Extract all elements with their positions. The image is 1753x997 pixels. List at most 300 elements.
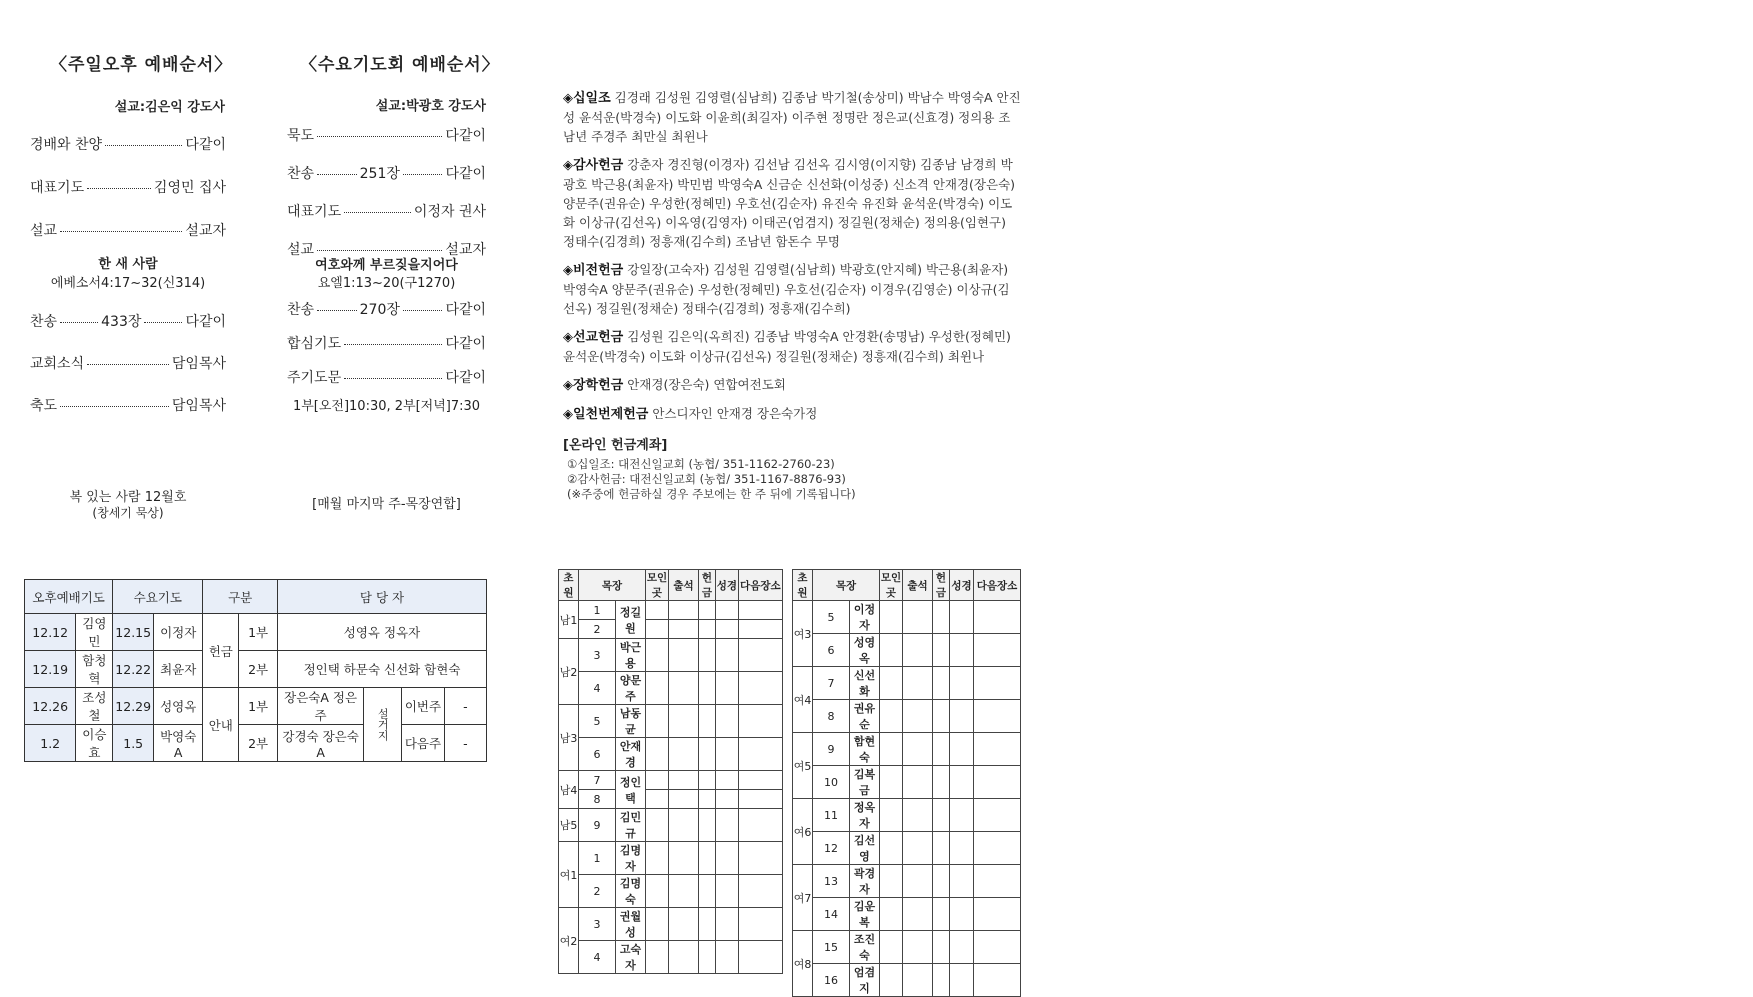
dotted-leader: [344, 344, 442, 345]
order-label: 설교: [30, 223, 58, 239]
name-cell: 이정자: [154, 614, 203, 651]
attendance-header-cell: 다음장소: [738, 570, 782, 601]
blank-input-cell: [669, 639, 699, 672]
blank-input-cell: [950, 799, 974, 832]
offering-names: 안스디자인 안재경 장은숙가정: [652, 406, 818, 421]
blank-input-cell: [903, 931, 933, 964]
person-cell: 강경숙 장은숙A: [278, 725, 364, 762]
order-label: 설교: [287, 242, 315, 258]
blank-input-cell: [903, 634, 933, 667]
blank-input-cell: [974, 898, 1021, 931]
mokjang-leader-cell: 김민규: [616, 809, 646, 842]
blank-input-cell: [716, 875, 739, 908]
name-cell: 김영민: [76, 614, 113, 651]
order-label: 대표기도: [287, 204, 342, 220]
date-cell: 12.22: [113, 651, 154, 688]
blank-input-cell: [699, 941, 716, 974]
table-row: [793, 700, 1021, 733]
order-item: [30, 220, 226, 240]
date-cell: 1.2: [25, 725, 76, 762]
mokjang-number-cell: 2: [579, 875, 616, 908]
blank-input-cell: [738, 809, 782, 842]
blank-input-cell: [646, 601, 669, 620]
mokjang-number-cell: 3: [579, 639, 616, 672]
blank-input-cell: [974, 733, 1021, 766]
table-row: [793, 832, 1021, 865]
blank-input-cell: [974, 601, 1021, 634]
order-item: [30, 134, 226, 154]
name-cell: 함청혁: [76, 651, 113, 688]
blank-input-cell: [903, 667, 933, 700]
order-item: [287, 333, 486, 353]
attendance-table-right: [792, 569, 1021, 997]
table-row: [25, 614, 487, 651]
blank-input-cell: [950, 634, 974, 667]
blank-input-cell: [933, 733, 950, 766]
blank-input-cell: [974, 931, 1021, 964]
offering-list: [563, 88, 1021, 433]
chowon-cell: 여2: [559, 908, 579, 974]
blank-input-cell: [716, 771, 739, 790]
wednesday-sermon-title: 여호와께 부르짖을지어다: [315, 258, 458, 273]
chowon-cell: 남4: [559, 771, 579, 809]
blank-input-cell: [738, 601, 782, 620]
offering-names: 김경래 김성원 김영렬(심남희) 김종남 박기철(송상미) 박남수 박영숙A 안진성 윤석운(박경숙) 이도화 이윤희(최길자) 이주현 정명란 정은교(신효경) 정의용 조남년 주경주 최만실 최윈나: [563, 90, 1021, 144]
dotted-leader: [317, 250, 442, 251]
mokjang-leader-cell: 성영옥: [850, 634, 880, 667]
order-value: 담임목사: [171, 398, 226, 414]
mokjang-number-cell: 5: [579, 705, 616, 738]
blank-input-cell: [880, 733, 903, 766]
blank-input-cell: [950, 865, 974, 898]
chowon-cell: 여6: [793, 799, 813, 865]
attendance-header-cell: 성경: [716, 570, 739, 601]
attendance-header-cell: 성경: [950, 570, 974, 601]
dotted-leader: [105, 145, 182, 146]
sunday-sermon-ref: 에베소서4:17~32(신314): [50, 276, 206, 291]
header-afternoon-prayer: 오후예배기도: [25, 580, 113, 614]
blank-input-cell: [903, 700, 933, 733]
duty-table: [24, 579, 487, 762]
blank-input-cell: [933, 898, 950, 931]
order-value: 설교자: [445, 242, 486, 258]
table-row: [559, 738, 783, 771]
table-row: [559, 601, 783, 620]
order-label: 찬송: [287, 166, 315, 182]
order-item: [30, 353, 226, 373]
attendance-header-cell: 출석: [669, 570, 699, 601]
blank-input-cell: [716, 908, 739, 941]
sunday-title: 〈주일오후 예배순서〉: [50, 55, 233, 75]
dash-cell: -: [444, 725, 486, 762]
blank-input-cell: [738, 842, 782, 875]
blank-input-cell: [646, 639, 669, 672]
blank-input-cell: [669, 738, 699, 771]
online-account-box: [563, 434, 1023, 502]
blank-input-cell: [933, 700, 950, 733]
blank-input-cell: [669, 620, 699, 639]
order-value: 다같이: [445, 336, 486, 352]
blank-input-cell: [903, 799, 933, 832]
name-cell: 박영숙A: [154, 725, 203, 762]
order-value: 다같이: [185, 314, 227, 330]
table-row: [25, 688, 487, 725]
blank-input-cell: [738, 941, 782, 974]
blank-input-cell: [669, 672, 699, 705]
mokjang-leader-cell: 권유순: [850, 700, 880, 733]
blank-input-cell: [933, 634, 950, 667]
sunday-sermon-title: 한 새 사람: [98, 257, 158, 272]
sunday-order-list: [30, 134, 226, 240]
blank-input-cell: [974, 700, 1021, 733]
mokjang-leader-cell: 엄겸지: [850, 964, 880, 997]
order-label: 대표기도: [30, 180, 85, 196]
attendance-header-cell: 목장: [579, 570, 646, 601]
order-label: 교회소식: [30, 356, 85, 372]
order-label: 찬송: [30, 314, 58, 330]
sunday-footer: 복 있는 사람 12월호: [69, 490, 187, 505]
blank-input-cell: [699, 738, 716, 771]
offering-names: 김성원 김은익(옥희진) 김종남 박영숙A 안경환(송명남) 우성한(정혜민) 윤석운(박경숙) 이도화 이상규(김선옥) 정길원(정채순) 정흥재(김수희) 최윈나: [563, 329, 1011, 364]
blank-input-cell: [933, 832, 950, 865]
blank-input-cell: [699, 620, 716, 639]
header-category: 구분: [203, 580, 278, 614]
table-row: [793, 634, 1021, 667]
blank-input-cell: [669, 908, 699, 941]
blank-input-cell: [699, 908, 716, 941]
table-row: [25, 651, 487, 688]
order-value: 김영민 집사: [153, 180, 226, 196]
blank-input-cell: [699, 672, 716, 705]
order-item: [30, 311, 226, 331]
mokjang-leader-cell: 김명숙: [616, 875, 646, 908]
table-row: [559, 809, 783, 842]
mokjang-number-cell: 7: [579, 771, 616, 790]
order-value: 다같이: [185, 137, 226, 153]
table-row: [559, 672, 783, 705]
order-value: 다같이: [445, 166, 487, 182]
mokjang-number-cell: 15: [813, 931, 850, 964]
chowon-cell: 남3: [559, 705, 579, 771]
chowon-cell: 남2: [559, 639, 579, 705]
blank-input-cell: [738, 639, 782, 672]
blank-input-cell: [646, 738, 669, 771]
table-row: [793, 898, 1021, 931]
chowon-cell: 여5: [793, 733, 813, 799]
order-value: 담임목사: [171, 356, 226, 372]
blank-input-cell: [974, 766, 1021, 799]
blank-input-cell: [716, 941, 739, 974]
order-label: 축도: [30, 398, 58, 414]
blank-input-cell: [738, 705, 782, 738]
blank-input-cell: [903, 832, 933, 865]
table-row: [559, 790, 783, 809]
offering-tithe: [563, 88, 1021, 146]
mokjang-leader-cell: 김운복: [850, 898, 880, 931]
blank-input-cell: [903, 898, 933, 931]
table-row: [793, 799, 1021, 832]
attendance-header-cell: 모인곳: [646, 570, 669, 601]
offering-scholarship: [563, 375, 1021, 395]
mokjang-number-cell: 13: [813, 865, 850, 898]
offering-label: ◈감사헌금: [563, 158, 624, 173]
chowon-cell: 여8: [793, 931, 813, 997]
sunday-order-list-2: [30, 311, 226, 415]
blank-input-cell: [933, 931, 950, 964]
blank-input-cell: [950, 667, 974, 700]
person-cell: 성영옥 정옥자: [278, 614, 487, 651]
order-value: 다같이: [445, 370, 486, 386]
blank-input-cell: [669, 771, 699, 790]
mokjang-number-cell: 3: [579, 908, 616, 941]
attendance-header-cell: 모인곳: [880, 570, 903, 601]
chowon-cell: 여3: [793, 601, 813, 667]
duty-header-row: [25, 580, 487, 614]
chowon-cell: 여7: [793, 865, 813, 931]
blank-input-cell: [903, 766, 933, 799]
order-item: [30, 177, 226, 197]
blank-input-cell: [646, 672, 669, 705]
blank-input-cell: [646, 790, 669, 809]
blank-input-cell: [716, 672, 739, 705]
dotted-leader: [87, 188, 151, 189]
blank-input-cell: [669, 875, 699, 908]
mokjang-number-cell: 6: [813, 634, 850, 667]
mokjang-number-cell: 2: [579, 620, 616, 639]
attendance-header-cell: 목장: [813, 570, 880, 601]
blank-input-cell: [880, 601, 903, 634]
offering-mission: [563, 327, 1021, 366]
wednesday-footer: [매월 마지막 주-목장연합]: [312, 497, 461, 512]
sunday-preacher: 설교:김은익 강도사: [114, 100, 225, 115]
wednesday-order-list: [287, 125, 486, 259]
offering-names: 강일장(고숙자) 김성원 김영렬(심남희) 박광호(안지혜) 박근용(최윤자) 박영숙A 양문주(권유순) 우성한(정혜민) 우호선(김순자) 이경우(김영순) 이상규(김선옥) 정길원(정채순) 정태수(김경희) 정흥재(김수희): [563, 262, 1010, 316]
blank-input-cell: [646, 875, 669, 908]
blank-input-cell: [933, 667, 950, 700]
dotted-leader: [317, 136, 442, 137]
table-row: [793, 601, 1021, 634]
mokjang-number-cell: 1: [579, 842, 616, 875]
order-value: 다같이: [445, 128, 486, 144]
blank-input-cell: [880, 865, 903, 898]
chowon-cell: 남5: [559, 809, 579, 842]
mokjang-number-cell: 7: [813, 667, 850, 700]
mokjang-number-cell: 5: [813, 601, 850, 634]
blank-input-cell: [933, 799, 950, 832]
week-label-cell: 이번주: [402, 688, 445, 725]
order-value: 다같이: [445, 302, 487, 318]
header-wednesday-prayer: 수요기도: [113, 580, 203, 614]
blank-input-cell: [880, 667, 903, 700]
blank-input-cell: [974, 799, 1021, 832]
online-line: ①십일조: 대전신일교회 (농협/ 351-1162-2760-23): [567, 457, 835, 471]
hymn-number: 433장: [101, 314, 142, 330]
blank-input-cell: [880, 799, 903, 832]
mokjang-leader-cell: 안재경: [616, 738, 646, 771]
blank-input-cell: [699, 809, 716, 842]
blank-input-cell: [699, 771, 716, 790]
mokjang-leader-cell: 김명자: [616, 842, 646, 875]
blank-input-cell: [646, 908, 669, 941]
blank-input-cell: [738, 875, 782, 908]
week-label-cell: 다음주: [402, 725, 445, 762]
online-note: (※주중에 헌금하실 경우 주보에는 한 주 뒤에 기록됩니다): [567, 487, 856, 501]
mokjang-number-cell: 9: [813, 733, 850, 766]
blank-input-cell: [699, 842, 716, 875]
dotted-leader: [60, 406, 169, 407]
blank-input-cell: [699, 705, 716, 738]
blank-input-cell: [933, 865, 950, 898]
dotted-leader: [317, 174, 357, 175]
mokjang-leader-cell: 김복금: [850, 766, 880, 799]
name-cell: 조성철: [76, 688, 113, 725]
blank-input-cell: [880, 931, 903, 964]
wednesday-schedule: 1부[오전]10:30, 2부[저녁]7:30: [292, 399, 481, 414]
blank-input-cell: [738, 790, 782, 809]
blank-input-cell: [669, 705, 699, 738]
blank-input-cell: [738, 908, 782, 941]
table-row: [793, 733, 1021, 766]
blank-input-cell: [699, 639, 716, 672]
dotted-leader: [403, 174, 443, 175]
order-value: 설교자: [185, 223, 226, 239]
blank-input-cell: [950, 931, 974, 964]
order-item: [287, 299, 486, 319]
order-label: 합심기도: [287, 336, 342, 352]
offering-label: ◈선교헌금: [563, 330, 624, 345]
table-row: [793, 931, 1021, 964]
blank-input-cell: [669, 941, 699, 974]
offering-label: ◈비전헌금: [563, 263, 624, 278]
wednesday-order-list-2: [287, 299, 486, 387]
blank-input-cell: [880, 700, 903, 733]
blank-input-cell: [974, 634, 1021, 667]
dotted-leader: [144, 322, 182, 323]
table-row: [559, 842, 783, 875]
part-cell: 2부: [239, 725, 278, 762]
offering-names: 강춘자 경진형(이경자) 김선남 김선옥 김시영(이지향) 김종남 남경희 박광호 박근용(최윤자) 박민범 박영숙A 신금순 신선화(이성중) 신소격 안재경(장은숙) 양문주(권유순) 우성한(정혜민) 우호선(김순자) 유진숙 유진화 윤석운(박경숙) 이도화 이상규(김선옥) 이옥영(김영자) 이태곤(엄겸지) 정길원(정채순) 정의용(임현구) 정태수(김경희) 정흥재(김수희) 조남년 함돈수 무명: [563, 157, 1016, 249]
dotted-leader: [317, 310, 357, 311]
table-row: [559, 941, 783, 974]
mokjang-number-cell: 8: [813, 700, 850, 733]
part-cell: 2부: [239, 651, 278, 688]
attendance-header-cell: 헌금: [933, 570, 950, 601]
mokjang-number-cell: 6: [579, 738, 616, 771]
chowon-cell: 여1: [559, 842, 579, 908]
blank-input-cell: [669, 842, 699, 875]
mokjang-number-cell: 10: [813, 766, 850, 799]
offering-vision: [563, 260, 1021, 318]
mokjang-leader-cell: 이정자: [850, 601, 880, 634]
order-item: [287, 201, 486, 221]
offering-label: ◈십일조: [563, 91, 611, 106]
dotted-leader: [344, 212, 411, 213]
order-item: [30, 395, 226, 415]
mokjang-leader-cell: 양문주: [616, 672, 646, 705]
blank-input-cell: [903, 733, 933, 766]
attendance-header-cell: 다음장소: [974, 570, 1021, 601]
mokjang-leader-cell: 정길원: [616, 601, 646, 639]
blank-input-cell: [669, 809, 699, 842]
blank-input-cell: [716, 705, 739, 738]
mokjang-number-cell: 11: [813, 799, 850, 832]
wednesday-sermon-ref: 요엘1:13~20(구1270): [317, 276, 456, 291]
blank-input-cell: [738, 738, 782, 771]
blank-input-cell: [646, 771, 669, 790]
order-label: 주기도문: [287, 370, 342, 386]
chowon-cell: 남1: [559, 601, 579, 639]
blank-input-cell: [738, 672, 782, 705]
mokjang-number-cell: 12: [813, 832, 850, 865]
dishwashing-cell: 설거지: [364, 688, 402, 762]
dotted-leader: [403, 310, 443, 311]
blank-input-cell: [699, 875, 716, 908]
part-cell: 1부: [239, 688, 278, 725]
attendance-header-row: [793, 570, 1021, 601]
name-cell: 성영옥: [154, 688, 203, 725]
blank-input-cell: [716, 738, 739, 771]
mokjang-leader-cell: 정인택: [616, 771, 646, 809]
blank-input-cell: [699, 601, 716, 620]
mokjang-leader-cell: 박근용: [616, 639, 646, 672]
mokjang-leader-cell: 권월성: [616, 908, 646, 941]
blank-input-cell: [933, 766, 950, 799]
online-line: ②감사헌금: 대전신일교회 (농협/ 351-1167-8876-93): [567, 472, 846, 486]
table-row: [793, 766, 1021, 799]
blank-input-cell: [950, 601, 974, 634]
mokjang-number-cell: 16: [813, 964, 850, 997]
blank-input-cell: [880, 766, 903, 799]
blank-input-cell: [716, 639, 739, 672]
blank-input-cell: [699, 790, 716, 809]
blank-input-cell: [974, 865, 1021, 898]
order-label: 찬송: [287, 302, 315, 318]
attendance-header-cell: 출석: [903, 570, 933, 601]
blank-input-cell: [669, 790, 699, 809]
name-cell: 최윤자: [154, 651, 203, 688]
hymn-number: 251장: [359, 166, 400, 182]
date-cell: 12.15: [113, 614, 154, 651]
blank-input-cell: [716, 842, 739, 875]
table-row: [25, 725, 487, 762]
blank-input-cell: [880, 832, 903, 865]
mokjang-leader-cell: 남동균: [616, 705, 646, 738]
date-cell: 12.29: [113, 688, 154, 725]
offering-names: 안재경(장은숙) 연합여전도회: [627, 377, 786, 392]
blank-input-cell: [738, 771, 782, 790]
blank-input-cell: [933, 601, 950, 634]
blank-input-cell: [880, 898, 903, 931]
sunday-footer-sub: (창세기 묵상): [92, 506, 164, 520]
mokjang-number-cell: 9: [579, 809, 616, 842]
order-item: [287, 367, 486, 387]
order-item: [287, 163, 486, 183]
offering-label: ◈일천번제헌금: [563, 407, 649, 422]
mokjang-leader-cell: 함현숙: [850, 733, 880, 766]
attendance-header-row: [559, 570, 783, 601]
person-cell: 장은숙A 정은주: [278, 688, 364, 725]
table-row: [793, 667, 1021, 700]
order-label: 경배와 찬양: [30, 137, 103, 153]
mokjang-number-cell: 4: [579, 672, 616, 705]
mokjang-leader-cell: 곽경자: [850, 865, 880, 898]
blank-input-cell: [646, 809, 669, 842]
chowon-cell: 여4: [793, 667, 813, 733]
date-cell: 1.5: [113, 725, 154, 762]
table-row: [559, 620, 783, 639]
blank-input-cell: [646, 842, 669, 875]
blank-input-cell: [716, 601, 739, 620]
